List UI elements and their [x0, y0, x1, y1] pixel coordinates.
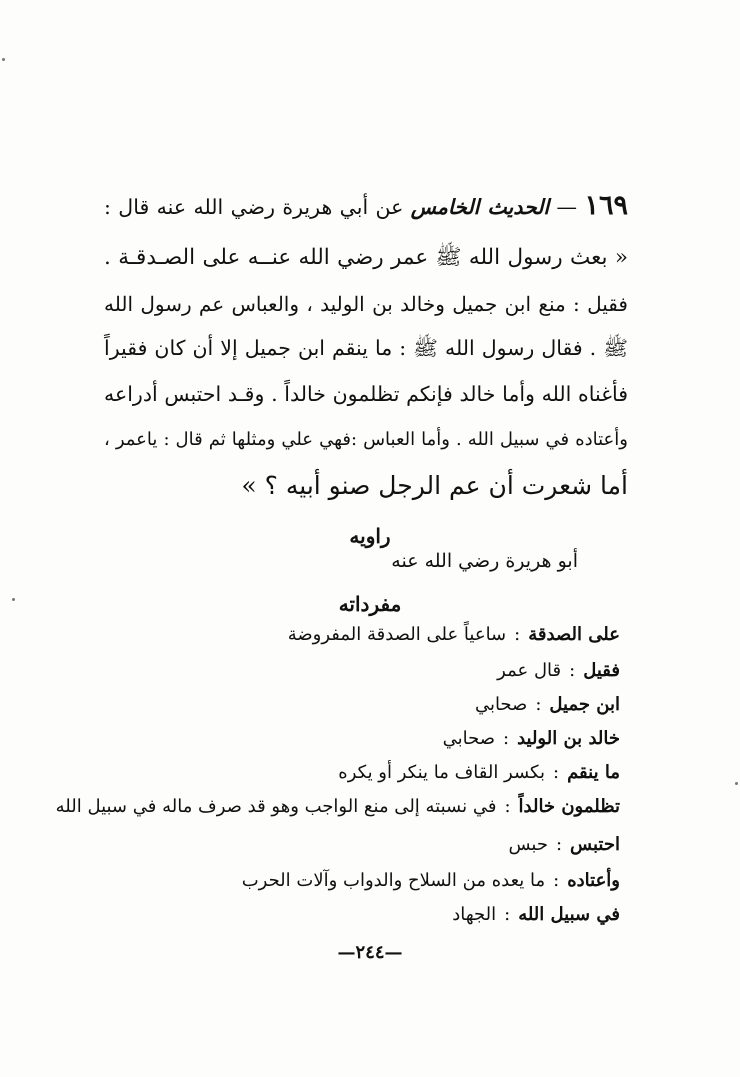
- hadith-line-3: فقيل : منع ابن جميل وخالد بن الوليد ، والعباس عم رسول الله: [104, 292, 628, 316]
- page-number: —٢٤٤—: [337, 942, 403, 963]
- vocab-separator: :: [555, 834, 563, 855]
- vocab-term: تظلمون خالداً: [518, 796, 620, 817]
- hadith-line-6: وأعتاده في سبيل الله . وأما العباس :فهي علي ومثلها ثم قال : ياعمر ،: [104, 429, 628, 450]
- vocab-item: [475, 694, 620, 728]
- vocab-separator: :: [504, 796, 511, 817]
- vocab-item: [338, 762, 620, 796]
- scan-speck: [2, 58, 5, 61]
- vocab-term: وأعتاده: [567, 870, 620, 891]
- narrator-heading: راويه: [349, 524, 391, 548]
- vocab-term: ما ينقم: [567, 762, 620, 783]
- hadith-line-4: ﷺ . فقال رسول الله ﷺ : ما ينقم ابن جميل إلا أن كان فقيراً: [104, 336, 628, 360]
- vocab-item: [288, 624, 620, 658]
- vocab-meaning: صحابي: [442, 728, 495, 749]
- vocab-term: في سبيل الله: [518, 904, 620, 925]
- vocab-item: [56, 796, 620, 830]
- vocab-term: فقيل: [583, 660, 620, 681]
- hadith-dash: —: [556, 195, 578, 219]
- vocab-item: [497, 660, 620, 694]
- vocab-separator: :: [535, 694, 542, 715]
- hadith-line-2: « بعث رسول الله ﷺ عمر رضي الله عنــه على الصـدقـة .: [104, 245, 628, 270]
- scan-speck: [735, 782, 738, 785]
- vocab-meaning: قال عمر: [497, 660, 562, 681]
- vocab-meaning: ما يعده من السلاح والدواب وآلات الحرب: [241, 870, 546, 891]
- vocab-separator: :: [502, 728, 510, 749]
- vocab-meaning: صحابي: [474, 694, 528, 715]
- hadith-line-7: أما شعرت أن عم الرجل صنو أبيه ؟ »: [241, 471, 628, 500]
- hadith-line-5: فأغناه الله وأما خالد فإنكم تظلمون خالداً . وقـد احتبس أدراعه: [104, 382, 628, 406]
- vocab-separator: :: [553, 762, 560, 783]
- hadith-line-text: عن أبي هريرة رضي الله عنه قال :: [104, 195, 404, 219]
- hadith-number: ١٦٩: [584, 190, 628, 221]
- scan-speck: [12, 598, 15, 601]
- vocab-meaning: حبس: [508, 834, 548, 855]
- vocab-heading: مفرداته: [338, 592, 402, 616]
- vocab-item: [452, 904, 620, 938]
- vocab-separator: :: [504, 904, 511, 925]
- vocab-meaning: ساعياً على الصدقة المفروضة: [287, 624, 507, 645]
- vocab-term: احتبس: [570, 834, 620, 855]
- vocab-term: خالد بن الوليد: [517, 728, 620, 749]
- hadith-line-1: [104, 186, 628, 227]
- vocab-item: [508, 834, 620, 868]
- vocab-meaning: الجهاد: [452, 904, 497, 925]
- vocab-item: [443, 728, 620, 762]
- vocab-separator: :: [553, 870, 560, 891]
- vocab-term: ابن جميل: [549, 694, 620, 715]
- vocab-separator: :: [569, 660, 576, 681]
- hadith-title: الحديث الخامس: [410, 195, 550, 219]
- vocab-meaning: في نسبته إلى منع الواجب وهو قد صرف ماله في سبيل الله: [55, 796, 497, 817]
- vocab-item: [242, 870, 620, 904]
- vocab-term: على الصدقة: [528, 624, 620, 645]
- vocab-separator: :: [514, 624, 521, 645]
- vocab-meaning: بكسر القاف ما ينكر أو يكره: [338, 762, 545, 783]
- narrator-text: أبو هريرة رضي الله عنه: [391, 550, 578, 572]
